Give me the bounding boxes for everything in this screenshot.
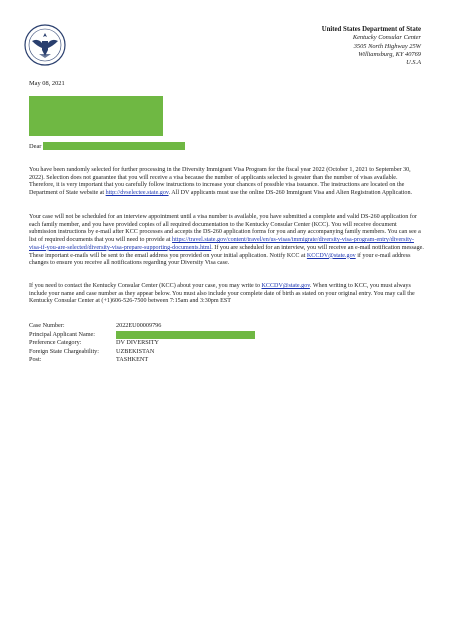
department-name: United States Department of State bbox=[321, 26, 421, 33]
country: U.S.A bbox=[406, 59, 421, 67]
preference-category-label: Preference Category: bbox=[29, 339, 82, 347]
post-value: TASHKENT bbox=[116, 356, 149, 364]
chargeability-row bbox=[29, 348, 255, 357]
paragraph-interview bbox=[29, 214, 424, 268]
paragraph2-text-before: Your case will not be scheduled for an interview appointment until a visa number is available, you have submitted a complete and valid DS-260 application for each family member, and you have provided copies of all required documentation to the Kentucky Consular Center (KCC). You will receive document submission instructions by e-mail after KCC processes and accepts the DS-260 application forms for you and any accompanying family members. You can see a list of required documents that you will need to provide at bbox=[29, 214, 421, 244]
letterhead bbox=[322, 26, 421, 67]
supporting-documents-link[interactable]: https://travel.state.gov/content/travel/en/us-visas/immigrate/diversity-visa-program-entry/diversity-visa-if-you-are-selected/diversity-visa-prepare-supporting-documents.html bbox=[29, 237, 415, 251]
kccdv-email-link[interactable]: KCCDV@state.gov bbox=[306, 252, 356, 259]
preference-category-value: DV DIVERSITY bbox=[116, 339, 160, 347]
street-address: 3505 North Highway 25W bbox=[353, 42, 421, 50]
paragraph3-text-after: . When writing to KCC, you must always include your name and case number as they appear below. You must also include your complete date of birth as stated on your original entry. You may call the Kentucky Consular Center at (+1)606-526-7500 between 7:15am and 3:30pm EST bbox=[29, 283, 415, 305]
salutation-line bbox=[29, 142, 185, 150]
paragraph-selection bbox=[29, 167, 424, 198]
post-row bbox=[29, 356, 255, 365]
state-department-seal-icon bbox=[24, 24, 66, 66]
case-number-row bbox=[29, 322, 255, 331]
case-info-table bbox=[29, 322, 255, 365]
city-address: Williamsburg, KY 40769 bbox=[358, 50, 421, 58]
case-number-value: 2022EU00009796 bbox=[116, 322, 162, 329]
chargeability-label: Foreign State Chargeability: bbox=[29, 347, 99, 355]
paragraph2-text-after: if your e-mail address changes to ensure you receive all notifications regarding your Diversity Visa case. bbox=[29, 252, 411, 267]
paragraph1-text-after: . All DV applicants must use the online DS-260 Immigrant Visa and Alien Registration Application. bbox=[168, 190, 413, 197]
dvselectee-link[interactable]: http://dvselectee.state.gov bbox=[105, 190, 169, 197]
paragraph-contact bbox=[29, 283, 424, 306]
paragraph1-text-before: You have been randomly selected for further processing in the Diversity Immigrant Visa Program for the fiscal year 2022 (October 1, 2021 to September 30, 2022). Selection does not guarantee that you will receive a visa because the number of applicants selected is greater than the number of visas available. Therefore, it is very important that you carefully follow instructions to increase your chances of possible visa issuance. The instructions are located on the Department of State website at bbox=[29, 167, 411, 197]
case-number-label: Case Number: bbox=[29, 322, 65, 329]
kccdv-email-link-contact[interactable]: KCCDV@state.gov bbox=[261, 283, 310, 289]
center-name: Kentucky Consular Center bbox=[352, 34, 421, 42]
redacted-applicant-name bbox=[116, 331, 255, 339]
paragraph2-text-middle: . If you are scheduled for an interview, you will receive an e-mail notification message. These important e-mails will be sent to the email address you provided on your initial application. Notify KCC at bbox=[29, 244, 424, 259]
preference-category-row bbox=[29, 339, 255, 348]
chargeability-value: UZBEKISTAN bbox=[116, 347, 155, 355]
redacted-recipient-name bbox=[43, 142, 185, 150]
paragraph3-text-before: If you need to contact the Kentucky Consular Center (KCC) about your case, you may write to bbox=[29, 283, 262, 289]
salutation: Dear bbox=[29, 142, 42, 150]
post-label: Post: bbox=[29, 356, 42, 364]
letter-date: May 08, 2021 bbox=[29, 80, 65, 87]
applicant-name-row bbox=[29, 331, 255, 340]
redacted-address-block bbox=[29, 96, 163, 136]
applicant-name-label: Principal Applicant Name: bbox=[29, 330, 95, 338]
